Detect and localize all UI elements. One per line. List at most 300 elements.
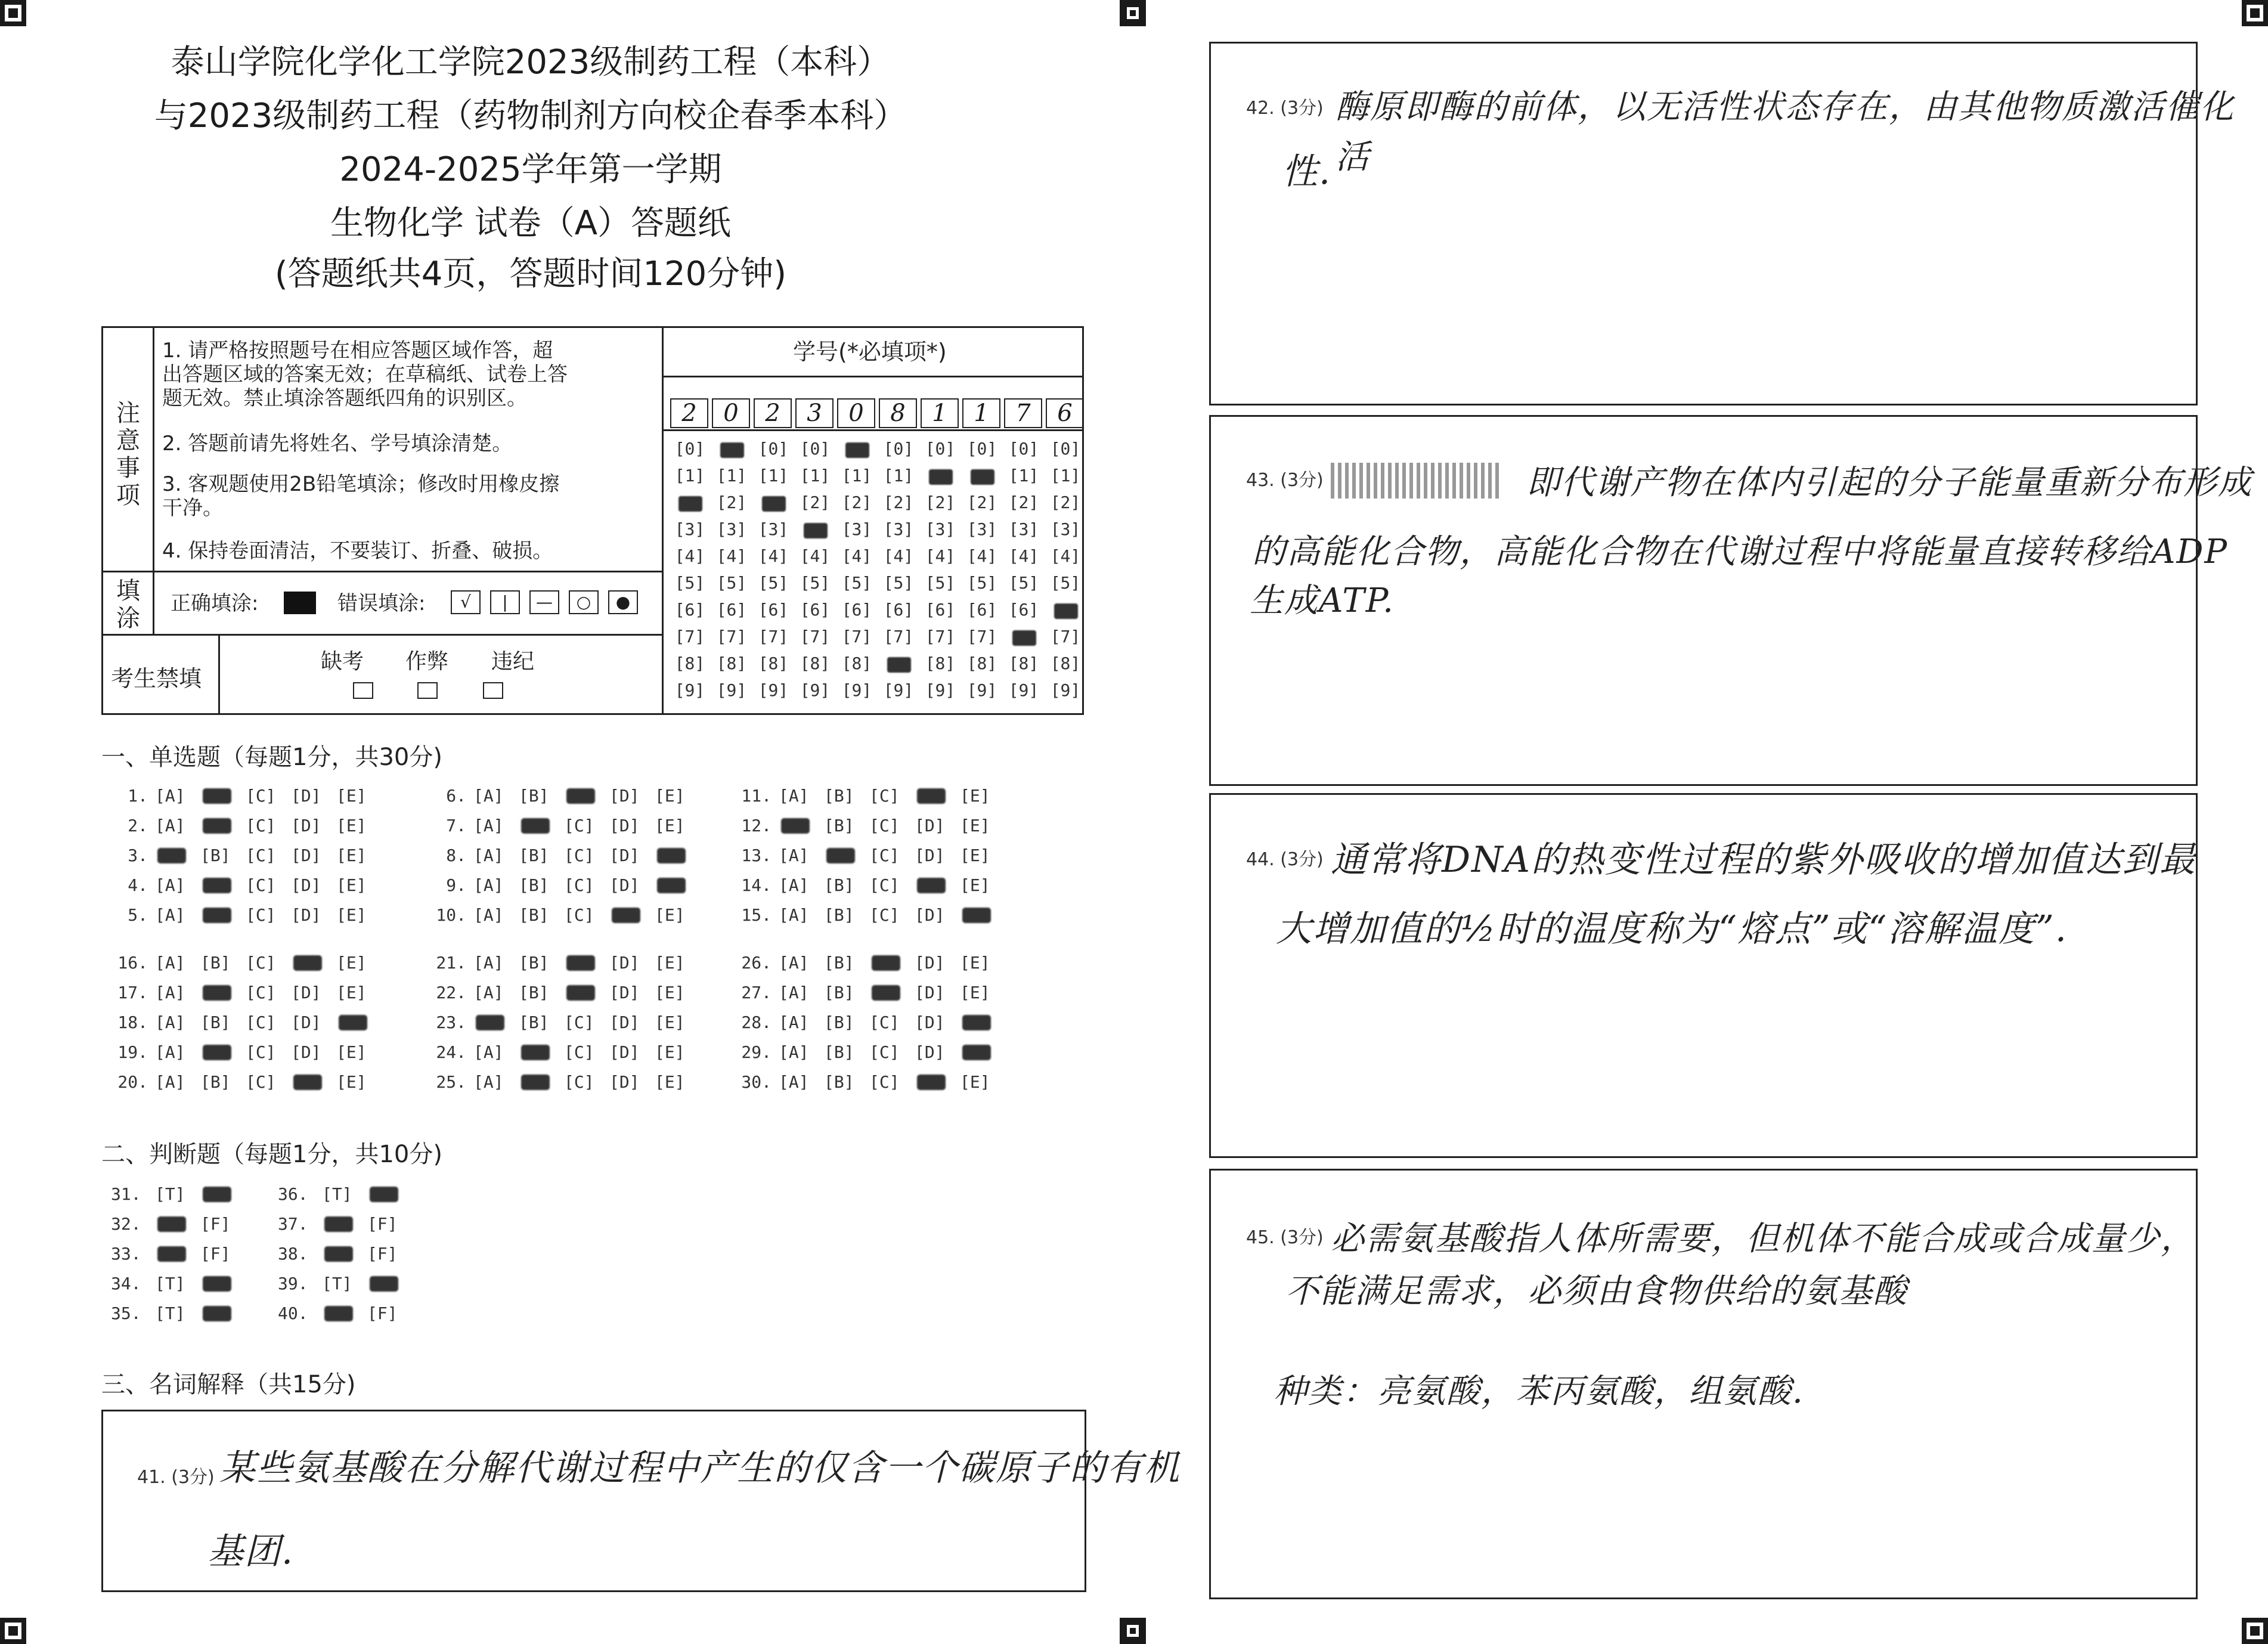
- mc-option[interactable]: [D]: [291, 1042, 321, 1062]
- student-id-bubble[interactable]: [9]: [800, 680, 831, 700]
- mc-option[interactable]: [E]: [960, 983, 990, 1002]
- mc-option[interactable]: [A]: [779, 846, 809, 865]
- mc-option[interactable]: [E]: [336, 786, 367, 806]
- mc-option[interactable]: [C]: [564, 846, 594, 865]
- mc-option[interactable]: [A]: [473, 786, 504, 806]
- student-id-bubble[interactable]: [3]: [966, 519, 997, 539]
- mc-option[interactable]: [E]: [655, 905, 685, 925]
- mc-option[interactable]: [A]: [779, 905, 809, 925]
- mc-option[interactable]: [D]: [291, 786, 321, 806]
- student-id-digit[interactable]: 2: [754, 398, 792, 428]
- mc-option[interactable]: [B]: [824, 1013, 854, 1032]
- mc-option-filled[interactable]: [203, 1045, 231, 1060]
- mc-option-filled[interactable]: [917, 878, 946, 893]
- mc-option[interactable]: [C]: [246, 1042, 276, 1062]
- student-id-bubble[interactable]: [7]: [1050, 627, 1081, 646]
- mc-option[interactable]: [D]: [291, 905, 321, 925]
- student-id-bubble[interactable]: [0]: [674, 439, 705, 459]
- mc-option[interactable]: [A]: [779, 786, 809, 806]
- mc-option[interactable]: [D]: [609, 816, 640, 835]
- student-id-bubble[interactable]: [9]: [1050, 680, 1081, 700]
- mc-option[interactable]: [C]: [564, 816, 594, 835]
- student-id-bubble[interactable]: [9]: [883, 680, 914, 700]
- mc-option-filled[interactable]: [657, 848, 686, 863]
- student-id-bubble[interactable]: [8]: [758, 654, 789, 673]
- mc-option[interactable]: [A]: [155, 1072, 185, 1092]
- mc-option[interactable]: [B]: [824, 905, 854, 925]
- student-id-bubble[interactable]: [754, 493, 793, 512]
- mc-option[interactable]: [D]: [609, 1042, 640, 1062]
- mc-option-filled[interactable]: [566, 955, 595, 971]
- tf-option[interactable]: [T]: [322, 1184, 352, 1204]
- student-id-bubble[interactable]: [3]: [925, 519, 956, 539]
- tf-option-filled[interactable]: [324, 1246, 353, 1262]
- student-id-bubble[interactable]: [6]: [674, 600, 705, 620]
- student-id-bubble[interactable]: [962, 466, 1002, 485]
- student-id-bubble[interactable]: [9]: [716, 680, 747, 700]
- mc-option[interactable]: [B]: [824, 1042, 854, 1062]
- mc-option[interactable]: [A]: [473, 905, 504, 925]
- student-id-digit[interactable]: 3: [795, 398, 834, 428]
- student-id-bubble[interactable]: [4]: [1050, 546, 1081, 566]
- mc-option-filled[interactable]: [203, 818, 231, 834]
- mc-option[interactable]: [C]: [564, 1042, 594, 1062]
- mc-question-number: 13.: [741, 846, 772, 865]
- mc-option[interactable]: [C]: [246, 786, 276, 806]
- student-id-digit[interactable]: 1: [921, 398, 959, 428]
- tf-option-filled[interactable]: [324, 1306, 353, 1321]
- mc-option[interactable]: [A]: [155, 905, 185, 925]
- student-id-bubble[interactable]: [8]: [716, 654, 747, 673]
- student-id-digit[interactable]: 0: [837, 398, 875, 428]
- mc-option[interactable]: [B]: [200, 846, 231, 865]
- mc-question-number: 23.: [436, 1013, 466, 1032]
- student-id-bubble[interactable]: [5]: [758, 573, 789, 593]
- tf-option[interactable]: [F]: [367, 1304, 398, 1323]
- tf-option[interactable]: [F]: [367, 1214, 398, 1234]
- mc-option[interactable]: [E]: [336, 816, 367, 835]
- student-id-bubble[interactable]: [0]: [800, 439, 831, 459]
- tf-option[interactable]: [T]: [155, 1274, 185, 1293]
- mc-option[interactable]: [B]: [824, 875, 854, 895]
- notice-line: 4. 保持卷面清洁，不要装订、折叠、破损。: [162, 539, 553, 563]
- tf-option[interactable]: [F]: [367, 1244, 398, 1264]
- mc-option[interactable]: [C]: [564, 1013, 594, 1032]
- mc-option[interactable]: [A]: [779, 875, 809, 895]
- student-id-bubble[interactable]: [5]: [1008, 573, 1039, 593]
- student-id-digit[interactable]: 1: [962, 398, 1000, 428]
- mc-option-filled[interactable]: [157, 848, 186, 863]
- tf-option-filled[interactable]: [157, 1216, 186, 1232]
- student-id-bubble[interactable]: [1]: [674, 466, 705, 485]
- tf-question-number: 35.: [111, 1304, 141, 1323]
- mc-option[interactable]: [A]: [779, 1013, 809, 1032]
- student-id-bubble[interactable]: [9]: [966, 680, 997, 700]
- mc-option[interactable]: [B]: [200, 953, 231, 973]
- student-id-bubble[interactable]: [8]: [966, 654, 997, 673]
- student-id-bubble[interactable]: [0]: [1050, 439, 1081, 459]
- student-id-bubble[interactable]: [9]: [758, 680, 789, 700]
- mc-option[interactable]: [A]: [473, 953, 504, 973]
- mc-question-number: 18.: [117, 1013, 148, 1032]
- mc-option-filled[interactable]: [293, 1075, 322, 1090]
- mc-option[interactable]: [C]: [246, 983, 276, 1002]
- mc-option[interactable]: [C]: [869, 786, 900, 806]
- mc-option[interactable]: [C]: [869, 905, 900, 925]
- mc-option[interactable]: [E]: [960, 1072, 990, 1092]
- mc-option-filled[interactable]: [521, 818, 550, 834]
- wrong-fill-dash: —: [529, 590, 559, 614]
- tf-option[interactable]: [F]: [200, 1214, 231, 1234]
- mc-option-filled[interactable]: [203, 788, 231, 804]
- mc-option[interactable]: [C]: [869, 1013, 900, 1032]
- student-id-bubble[interactable]: [3]: [674, 519, 705, 539]
- student-id-bubble[interactable]: [2]: [716, 493, 747, 512]
- mc-option[interactable]: [D]: [609, 1013, 640, 1032]
- divider: [662, 429, 1084, 431]
- mc-option[interactable]: [C]: [246, 1013, 276, 1032]
- student-id-bubble[interactable]: [8]: [1008, 654, 1039, 673]
- mc-option[interactable]: [A]: [473, 846, 504, 865]
- mc-option-filled[interactable]: [203, 878, 231, 893]
- forbid-violation-checkbox[interactable]: [483, 682, 503, 699]
- mc-option[interactable]: [E]: [960, 875, 990, 895]
- mc-option-filled[interactable]: [521, 1075, 550, 1090]
- mc-option[interactable]: [E]: [960, 846, 990, 865]
- mc-option[interactable]: [E]: [336, 846, 367, 865]
- student-id-bubble[interactable]: [3]: [758, 519, 789, 539]
- student-id-bubble[interactable]: [712, 439, 751, 459]
- mc-option[interactable]: [B]: [519, 786, 549, 806]
- student-id-bubble[interactable]: [3]: [883, 519, 914, 539]
- mc-option[interactable]: [B]: [200, 1072, 231, 1092]
- student-id-bubble[interactable]: [0]: [758, 439, 789, 459]
- forbid-absent-checkbox[interactable]: [353, 682, 373, 699]
- student-id-bubble[interactable]: [3]: [841, 519, 872, 539]
- student-id-bubble[interactable]: [0]: [925, 439, 956, 459]
- mc-option[interactable]: [C]: [869, 1042, 900, 1062]
- mc-option[interactable]: [D]: [915, 846, 945, 865]
- student-id-bubble[interactable]: [4]: [966, 546, 997, 566]
- mc-option[interactable]: [A]: [779, 953, 809, 973]
- mc-option-filled[interactable]: [826, 848, 855, 863]
- mc-option[interactable]: [E]: [960, 786, 990, 806]
- student-id-bubble[interactable]: [5]: [800, 573, 831, 593]
- mc-option-filled[interactable]: [872, 985, 900, 1001]
- mc-option[interactable]: [C]: [869, 816, 900, 835]
- student-id-bubble[interactable]: [6]: [800, 600, 831, 620]
- student-id-bubble[interactable]: [6]: [841, 600, 872, 620]
- mc-option[interactable]: [E]: [336, 905, 367, 925]
- student-id-bubble[interactable]: [4]: [716, 546, 747, 566]
- student-id-bubble[interactable]: [2]: [800, 493, 831, 512]
- mc-option[interactable]: [A]: [473, 1042, 504, 1062]
- mc-option[interactable]: [A]: [473, 816, 504, 835]
- mc-option-filled[interactable]: [339, 1015, 367, 1030]
- mc-option[interactable]: [A]: [779, 1072, 809, 1092]
- student-id-digit[interactable]: 0: [712, 398, 750, 428]
- student-id-digit[interactable]: 2: [670, 398, 708, 428]
- mc-option[interactable]: [E]: [655, 816, 685, 835]
- mc-option[interactable]: [B]: [519, 1013, 549, 1032]
- student-id-bubble[interactable]: [8]: [800, 654, 831, 673]
- student-id-bubble[interactable]: [2]: [883, 493, 914, 512]
- student-id-bubble[interactable]: [2]: [925, 493, 956, 512]
- mc-option[interactable]: [E]: [336, 1072, 367, 1092]
- mc-option-filled[interactable]: [203, 985, 231, 1001]
- tf-option-filled[interactable]: [203, 1187, 231, 1202]
- mc-option[interactable]: [D]: [291, 983, 321, 1002]
- mc-option[interactable]: [C]: [246, 905, 276, 925]
- mc-option[interactable]: [B]: [519, 983, 549, 1002]
- student-id-bubble[interactable]: [7]: [716, 627, 747, 646]
- student-id-bubble[interactable]: [3]: [716, 519, 747, 539]
- mc-option-filled[interactable]: [962, 1015, 991, 1030]
- mc-option[interactable]: [C]: [869, 1072, 900, 1092]
- mc-option[interactable]: [C]: [246, 953, 276, 973]
- mc-option[interactable]: [D]: [291, 816, 321, 835]
- mc-option[interactable]: [C]: [246, 816, 276, 835]
- student-id-bubble[interactable]: [7]: [841, 627, 872, 646]
- student-id-bubble[interactable]: [4]: [841, 546, 872, 566]
- student-id-bubble[interactable]: [7]: [674, 627, 705, 646]
- student-id-bubble[interactable]: [5]: [674, 573, 705, 593]
- tf-option-filled[interactable]: [370, 1276, 398, 1292]
- mc-option[interactable]: [A]: [155, 875, 185, 895]
- student-id-bubble[interactable]: [795, 519, 835, 539]
- student-id-bubble[interactable]: [5]: [883, 573, 914, 593]
- mc-option[interactable]: [D]: [915, 905, 945, 925]
- mc-option[interactable]: [E]: [336, 953, 367, 973]
- mc-question-number: 15.: [741, 905, 772, 925]
- notice-line: 干净。: [162, 496, 223, 520]
- student-id-bubble[interactable]: [4]: [1008, 546, 1039, 566]
- student-id-digit[interactable]: 7: [1004, 398, 1042, 428]
- student-id-digit[interactable]: 6: [1046, 398, 1084, 428]
- mc-option[interactable]: [A]: [473, 875, 504, 895]
- student-id-bubble[interactable]: [8]: [841, 654, 872, 673]
- mc-option[interactable]: [A]: [155, 983, 185, 1002]
- mc-question-number: 26.: [741, 953, 772, 973]
- student-id-bubble[interactable]: [5]: [1050, 573, 1081, 593]
- mc-option[interactable]: [B]: [519, 953, 549, 973]
- student-id-bubble[interactable]: [1046, 600, 1085, 620]
- student-id-bubble[interactable]: [4]: [883, 546, 914, 566]
- mc-option[interactable]: [E]: [960, 953, 990, 973]
- student-id-bubble[interactable]: [9]: [841, 680, 872, 700]
- mc-option[interactable]: [A]: [473, 983, 504, 1002]
- mc-option-filled[interactable]: [612, 908, 640, 923]
- student-id-digit[interactable]: 8: [879, 398, 917, 428]
- mc-option[interactable]: [C]: [246, 875, 276, 895]
- mc-option[interactable]: [E]: [655, 983, 685, 1002]
- notice-label: 注意事项: [116, 400, 140, 509]
- mc-option[interactable]: [A]: [155, 1013, 185, 1032]
- student-id-bubble[interactable]: [3]: [1008, 519, 1039, 539]
- mc-option[interactable]: [E]: [336, 875, 367, 895]
- student-id-bubble[interactable]: [4]: [925, 546, 956, 566]
- mc-option[interactable]: [A]: [779, 983, 809, 1002]
- mc-option-filled[interactable]: [962, 1045, 991, 1060]
- mc-option[interactable]: [C]: [564, 875, 594, 895]
- mc-option-filled[interactable]: [962, 908, 991, 923]
- mc-option-filled[interactable]: [781, 818, 810, 834]
- mc-option-filled[interactable]: [293, 955, 322, 971]
- mc-option-filled[interactable]: [476, 1015, 504, 1030]
- student-id-bubble[interactable]: [6]: [925, 600, 956, 620]
- mc-option[interactable]: [B]: [824, 786, 854, 806]
- student-id-bubble[interactable]: [2]: [966, 493, 997, 512]
- mc-option[interactable]: [A]: [155, 953, 185, 973]
- mc-option-filled[interactable]: [521, 1045, 550, 1060]
- tf-question-number: 36.: [278, 1184, 308, 1204]
- mc-option[interactable]: [D]: [915, 983, 945, 1002]
- mc-option[interactable]: [E]: [655, 1042, 685, 1062]
- mc-option-filled[interactable]: [917, 1075, 946, 1090]
- mc-option[interactable]: [D]: [291, 1013, 321, 1032]
- tf-option[interactable]: [T]: [155, 1304, 185, 1323]
- mc-option[interactable]: [E]: [655, 953, 685, 973]
- student-id-bubble[interactable]: [837, 439, 876, 459]
- mc-option[interactable]: [B]: [519, 846, 549, 865]
- mc-option[interactable]: [E]: [960, 816, 990, 835]
- mc-option-filled[interactable]: [566, 788, 595, 804]
- mc-option[interactable]: [A]: [155, 1042, 185, 1062]
- mc-option[interactable]: [D]: [915, 816, 945, 835]
- tf-option-filled[interactable]: [157, 1246, 186, 1262]
- mc-option-filled[interactable]: [566, 985, 595, 1001]
- tf-option-filled[interactable]: [370, 1187, 398, 1202]
- mc-option[interactable]: [D]: [915, 1042, 945, 1062]
- mc-option[interactable]: [D]: [609, 953, 640, 973]
- student-id-bubble[interactable]: [6]: [1008, 600, 1039, 620]
- student-id-bubble[interactable]: [4]: [674, 546, 705, 566]
- mc-option-filled[interactable]: [203, 908, 231, 923]
- mc-option[interactable]: [D]: [915, 1013, 945, 1032]
- student-id-bubble[interactable]: [1]: [841, 466, 872, 485]
- student-id-bubble[interactable]: [8]: [925, 654, 956, 673]
- student-id-bubble[interactable]: [6]: [966, 600, 997, 620]
- mc-option[interactable]: [E]: [655, 1013, 685, 1032]
- mc-option[interactable]: [D]: [609, 846, 640, 865]
- mc-option[interactable]: [B]: [824, 953, 854, 973]
- student-id-bubble[interactable]: [9]: [1008, 680, 1039, 700]
- mc-option[interactable]: [A]: [155, 786, 185, 806]
- student-id-bubble[interactable]: [1]: [758, 466, 789, 485]
- student-id-bubble[interactable]: [5]: [716, 573, 747, 593]
- student-id-bubble[interactable]: [7]: [925, 627, 956, 646]
- student-id-bubble[interactable]: [4]: [758, 546, 789, 566]
- mc-option[interactable]: [E]: [336, 1042, 367, 1062]
- mc-option[interactable]: [C]: [869, 875, 900, 895]
- student-id-bubble[interactable]: [1]: [883, 466, 914, 485]
- corner-mark-top-center: [1120, 0, 1146, 26]
- mc-option[interactable]: [B]: [824, 983, 854, 1002]
- mc-option[interactable]: [B]: [519, 875, 549, 895]
- mc-option[interactable]: [D]: [915, 953, 945, 973]
- student-id-bubble[interactable]: [879, 654, 918, 673]
- student-id-bubble[interactable]: [7]: [758, 627, 789, 646]
- student-id-bubble[interactable]: [5]: [925, 573, 956, 593]
- mc-option[interactable]: [C]: [564, 1072, 594, 1092]
- mc-option[interactable]: [E]: [336, 983, 367, 1002]
- student-id-bubble[interactable]: [0]: [1008, 439, 1039, 459]
- student-id-bubble[interactable]: [0]: [883, 439, 914, 459]
- student-id-bubble[interactable]: [1]: [716, 466, 747, 485]
- mc-option[interactable]: [C]: [246, 846, 276, 865]
- mc-option[interactable]: [A]: [779, 1042, 809, 1062]
- mc-option[interactable]: [D]: [609, 983, 640, 1002]
- mc-option[interactable]: [B]: [200, 1013, 231, 1032]
- mc-option[interactable]: [B]: [824, 1072, 854, 1092]
- student-id-bubble[interactable]: [8]: [674, 654, 705, 673]
- mc-option[interactable]: [B]: [824, 816, 854, 835]
- mc-option-filled[interactable]: [872, 955, 900, 971]
- tf-option[interactable]: [T]: [155, 1184, 185, 1204]
- mc-option[interactable]: [D]: [609, 1072, 640, 1092]
- mc-option[interactable]: [D]: [609, 875, 640, 895]
- mc-option[interactable]: [C]: [869, 846, 900, 865]
- student-id-bubble[interactable]: [3]: [1050, 519, 1081, 539]
- mc-option[interactable]: [C]: [564, 905, 594, 925]
- tf-option[interactable]: [F]: [200, 1244, 231, 1264]
- student-id-bubble[interactable]: [8]: [1050, 654, 1081, 673]
- mc-option[interactable]: [D]: [609, 786, 640, 806]
- mc-option[interactable]: [E]: [655, 786, 685, 806]
- student-id-bubble[interactable]: [7]: [883, 627, 914, 646]
- mc-option[interactable]: [C]: [246, 1072, 276, 1092]
- student-id-bubble[interactable]: [7]: [966, 627, 997, 646]
- mc-option-filled[interactable]: [917, 788, 946, 804]
- title-line-3: 2024-2025学年第一学期: [339, 150, 722, 189]
- tf-option-filled[interactable]: [203, 1306, 231, 1321]
- tf-option-filled[interactable]: [203, 1276, 231, 1292]
- mc-option[interactable]: [E]: [655, 1072, 685, 1092]
- student-id-bubble[interactable]: [6]: [758, 600, 789, 620]
- student-id-bubble[interactable]: [1]: [800, 466, 831, 485]
- tf-option[interactable]: [T]: [322, 1274, 352, 1293]
- student-id-bubble[interactable]: [2]: [841, 493, 872, 512]
- mc-option[interactable]: [A]: [155, 816, 185, 835]
- student-id-bubble[interactable]: [2]: [1050, 493, 1081, 512]
- forbid-cheat-checkbox[interactable]: [417, 682, 438, 699]
- mc-option[interactable]: [D]: [291, 875, 321, 895]
- student-id-bubble[interactable]: [4]: [800, 546, 831, 566]
- mc-option[interactable]: [B]: [519, 905, 549, 925]
- student-id-bubble[interactable]: [1004, 627, 1043, 646]
- tf-option-filled[interactable]: [324, 1216, 353, 1232]
- student-id-bubble[interactable]: [9]: [674, 680, 705, 700]
- student-id-bubble[interactable]: [6]: [883, 600, 914, 620]
- mc-question-number: 5.: [128, 905, 148, 925]
- answer-text-43: 生成ATP.: [1250, 581, 1395, 620]
- student-id-bubble[interactable]: [9]: [925, 680, 956, 700]
- student-id-bubble[interactable]: [5]: [841, 573, 872, 593]
- student-id-bubble[interactable]: [1]: [1050, 466, 1081, 485]
- student-id-bubble[interactable]: [921, 466, 960, 485]
- student-id-bubble[interactable]: [2]: [1008, 493, 1039, 512]
- student-id-bubble[interactable]: [1]: [1008, 466, 1039, 485]
- mc-option[interactable]: [A]: [473, 1072, 504, 1092]
- student-id-bubble[interactable]: [5]: [966, 573, 997, 593]
- mc-option-filled[interactable]: [657, 878, 686, 893]
- wrong-fill-bar: |: [490, 590, 520, 614]
- student-id-bubble[interactable]: [0]: [966, 439, 997, 459]
- student-id-bubble[interactable]: [670, 493, 709, 512]
- student-id-bubble[interactable]: [7]: [800, 627, 831, 646]
- mc-option[interactable]: [D]: [291, 846, 321, 865]
- student-id-bubble[interactable]: [6]: [716, 600, 747, 620]
